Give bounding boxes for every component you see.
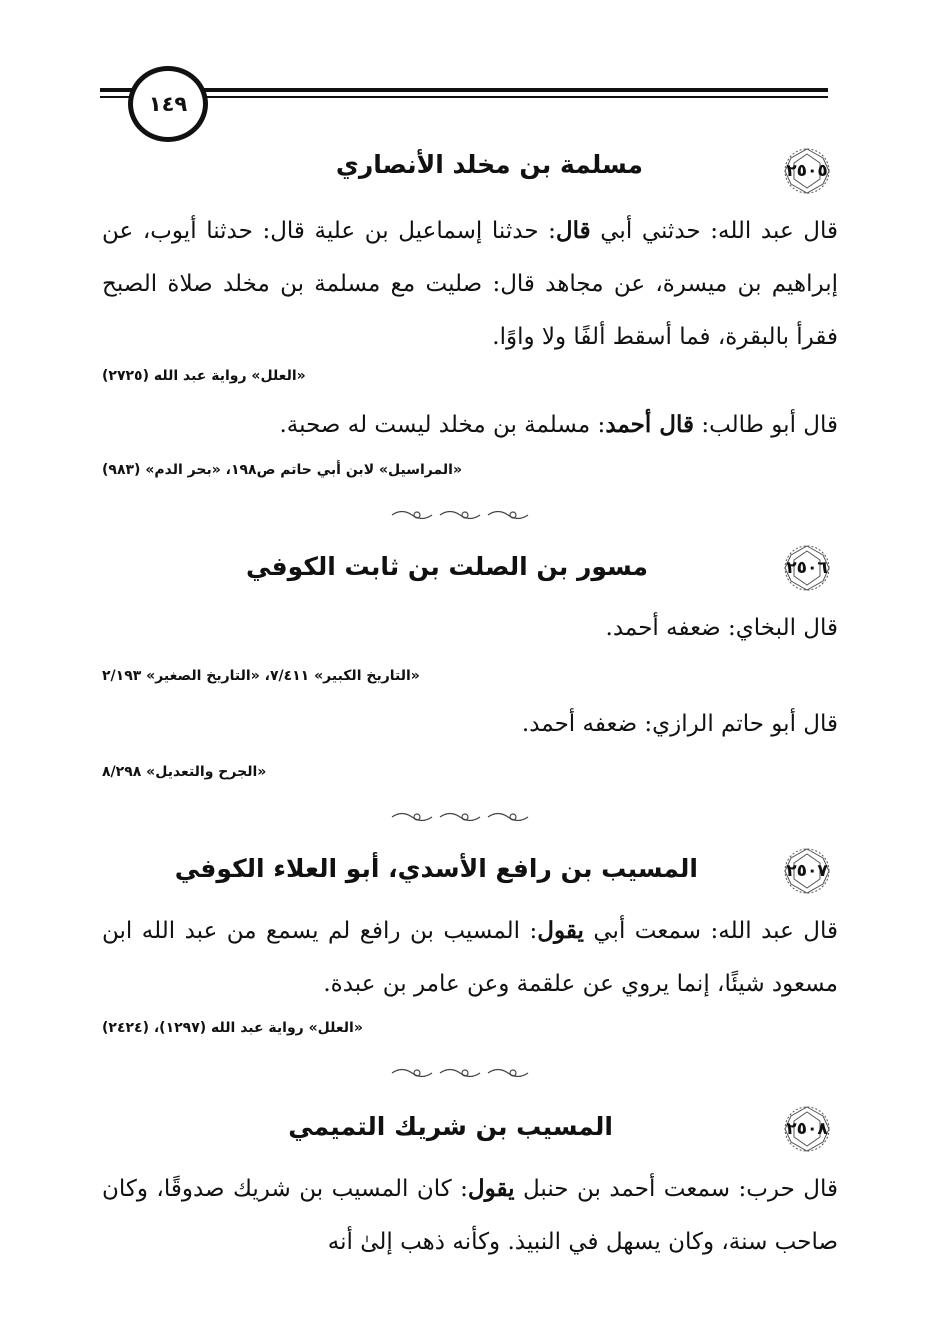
entry-number-badge: ٢٥٠٨ — [776, 1104, 838, 1154]
source-citation: «التاريخ الكبير» ٧/٤١١، «التاريخ الصغير» ٢/١٩٣ — [102, 668, 420, 684]
entry-title: المسيب بن شريك التميمي — [288, 1112, 613, 1141]
entry-paragraph: قال أبو طالب: قال أحمد: مسلمة بن مخلد ليست له صحبة. — [279, 411, 838, 438]
source-citation: «المراسيل» لابن أبي حاتم ص١٩٨، «بحر الدم» (٩٨٣) — [102, 462, 463, 478]
entry-paragraph: قال عبد الله: سمعت أبي يقول: المسيب بن رافع لم يسمع من عبد الله ابن مسعود شيئًا، إنما يروي عن علقمة وعن عامر بن عبدة. — [102, 917, 838, 997]
ornament-divider — [384, 810, 544, 824]
entry-paragraph: قال حرب: سمعت أحمد بن حنبل يقول: كان المسيب بن شريك صدوقًا، وكان صاحب سنة، وكان يسهل في النبيذ. وكأنه ذهب إلىٰ أنه — [102, 1175, 839, 1255]
page-number: ١٤٩ — [128, 66, 208, 142]
entry-title: المسيب بن رافع الأسدي، أبو العلاء الكوفي — [174, 854, 698, 883]
header-rule — [100, 88, 828, 104]
entry-title: مسور بن الصلت بن ثابت الكوفي — [246, 552, 648, 581]
entry-paragraph: قال عبد الله: حدثني أبي قال: حدثنا إسماعيل بن علية قال: حدثنا أيوب، عن إبراهيم بن ميسرة، عن مجاهد قال: صليت مع مسلمة بن مخلد صلاة الصبح فقرأ بالبقرة، فما أسقط ألفًا ولا واوًا. — [102, 217, 838, 350]
ornament-divider — [384, 1066, 544, 1080]
ornament-divider — [384, 508, 544, 522]
entry-paragraph: قال البخاي: ضعفه أحمد. — [605, 615, 838, 641]
source-citation: «الجرح والتعديل» ٨/٢٩٨ — [102, 764, 267, 780]
entry-number-badge: ٢٥٠٥ — [776, 146, 838, 196]
source-citation: «العلل» رواية عبد الله (٢٧٢٥) — [102, 368, 306, 384]
entry-paragraph: قال أبو حاتم الرازي: ضعفه أحمد. — [521, 711, 838, 737]
entry-number-badge: ٢٥٠٧ — [776, 846, 838, 896]
entry-number-badge: ٢٥٠٦ — [776, 543, 838, 593]
entry-title: مسلمة بن مخلد الأنصاري — [335, 150, 643, 179]
source-citation: «العلل» رواية عبد الله (١٢٩٧)، (٢٤٢٤) — [102, 1020, 363, 1036]
